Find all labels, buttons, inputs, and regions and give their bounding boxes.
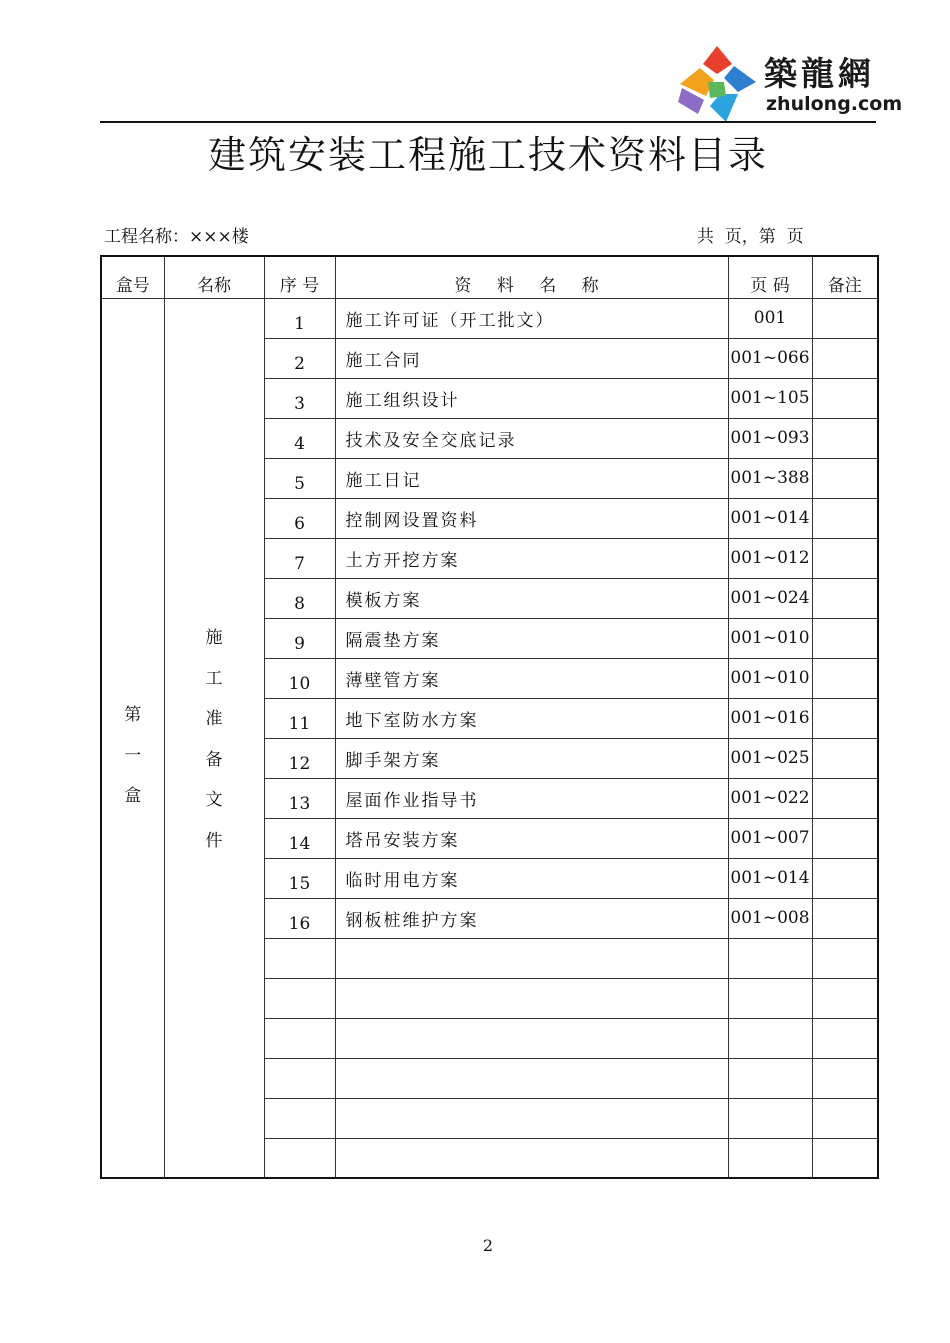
pages-cell: 001~025 [728, 738, 812, 778]
pages-cell: 001~014 [728, 858, 812, 898]
header-rule [100, 121, 876, 123]
box-label: 第一盒 [124, 705, 142, 806]
pages-cell: 001~014 [728, 498, 812, 538]
remark-cell [812, 738, 878, 778]
remark-cell [812, 298, 878, 338]
header-box: 盒号 [101, 256, 164, 298]
remark-cell [812, 858, 878, 898]
seq-cell: 13 [264, 778, 335, 818]
pages-cell: 001~022 [728, 778, 812, 818]
project-name-line: 工程名称：×××楼 [104, 227, 249, 247]
remark-cell [812, 378, 878, 418]
doc-name-cell: 施工组织设计 [335, 378, 728, 418]
pages-cell: 001~105 [728, 378, 812, 418]
pinwheel-logo-icon [676, 44, 758, 124]
doc-name-cell: 模板方案 [335, 578, 728, 618]
seq-cell: 9 [264, 618, 335, 658]
zhulong-logo [676, 44, 903, 124]
seq-cell: 8 [264, 578, 335, 618]
seq-cell: 4 [264, 418, 335, 458]
header-category: 名称 [164, 256, 264, 298]
seq-cell: 10 [264, 658, 335, 698]
table-header-row [101, 256, 878, 298]
remark-cell [812, 978, 878, 1018]
toc-table [100, 255, 879, 1179]
pages-cell: 001~008 [728, 898, 812, 938]
doc-name-cell: 土方开挖方案 [335, 538, 728, 578]
document-title: 建筑安装工程施工技术资料目录 [207, 133, 768, 177]
remark-cell [812, 538, 878, 578]
page-count-line: 共 页，第 页 [697, 227, 804, 247]
seq-cell: 5 [264, 458, 335, 498]
header-remark: 备注 [812, 256, 878, 298]
seq-cell [264, 1138, 335, 1178]
pages-cell [728, 1018, 812, 1058]
seq-cell [264, 978, 335, 1018]
pages-cell: 001~012 [728, 538, 812, 578]
pages-cell: 001~010 [728, 658, 812, 698]
remark-cell [812, 1138, 878, 1178]
doc-name-cell: 脚手架方案 [335, 738, 728, 778]
logo-chinese-name: 築龍網 [764, 54, 875, 93]
doc-name-cell [335, 1058, 728, 1098]
seq-cell [264, 938, 335, 978]
seq-cell: 1 [264, 298, 335, 338]
doc-name-cell: 施工合同 [335, 338, 728, 378]
seq-cell [264, 1018, 335, 1058]
remark-cell [812, 338, 878, 378]
doc-name-cell: 地下室防水方案 [335, 698, 728, 738]
pages-cell [728, 1058, 812, 1098]
seq-cell: 6 [264, 498, 335, 538]
remark-cell [812, 658, 878, 698]
pages-cell: 001~066 [728, 338, 812, 378]
remark-cell [812, 698, 878, 738]
seq-cell: 16 [264, 898, 335, 938]
doc-name-cell: 控制网设置资料 [335, 498, 728, 538]
doc-name-cell: 薄壁管方案 [335, 658, 728, 698]
seq-cell: 14 [264, 818, 335, 858]
remark-cell [812, 498, 878, 538]
pages-cell: 001 [728, 298, 812, 338]
pages-cell [728, 978, 812, 1018]
remark-cell [812, 818, 878, 858]
pages-cell: 001~016 [728, 698, 812, 738]
pages-cell: 001~024 [728, 578, 812, 618]
doc-name-cell: 屋面作业指导书 [335, 778, 728, 818]
pages-cell [728, 1138, 812, 1178]
header-pages: 页 码 [728, 256, 812, 298]
table-row [101, 298, 878, 338]
remark-cell [812, 1058, 878, 1098]
pages-cell [728, 938, 812, 978]
doc-name-cell: 技术及安全交底记录 [335, 418, 728, 458]
pages-cell: 001~388 [728, 458, 812, 498]
doc-name-cell: 施工许可证（开工批文） [335, 298, 728, 338]
pages-cell: 001~093 [728, 418, 812, 458]
doc-name-cell: 临时用电方案 [335, 858, 728, 898]
remark-cell [812, 458, 878, 498]
doc-name-cell [335, 938, 728, 978]
seq-cell [264, 1058, 335, 1098]
category-label: 施工准备文件 [205, 628, 223, 851]
page-number: 2 [482, 1236, 494, 1255]
doc-name-cell [335, 1138, 728, 1178]
remark-cell [812, 578, 878, 618]
seq-cell: 11 [264, 698, 335, 738]
header-seq: 序 号 [264, 256, 335, 298]
doc-name-cell: 塔吊安装方案 [335, 818, 728, 858]
seq-cell: 3 [264, 378, 335, 418]
doc-name-cell: 钢板桩维护方案 [335, 898, 728, 938]
doc-name-cell [335, 1098, 728, 1138]
header-doc-name: 资 料 名 称 [335, 256, 728, 298]
box-cell [101, 298, 164, 1178]
remark-cell [812, 938, 878, 978]
pages-cell [728, 1098, 812, 1138]
doc-name-cell [335, 978, 728, 1018]
remark-cell [812, 778, 878, 818]
seq-cell: 7 [264, 538, 335, 578]
remark-cell [812, 1018, 878, 1058]
doc-name-cell: 隔震垫方案 [335, 618, 728, 658]
logo-domain: zhulong.com [766, 93, 903, 115]
seq-cell [264, 1098, 335, 1138]
doc-name-cell [335, 1018, 728, 1058]
remark-cell [812, 898, 878, 938]
remark-cell [812, 1098, 878, 1138]
seq-cell: 2 [264, 338, 335, 378]
pages-cell: 001~007 [728, 818, 812, 858]
seq-cell: 15 [264, 858, 335, 898]
pages-cell: 001~010 [728, 618, 812, 658]
remark-cell [812, 418, 878, 458]
doc-name-cell: 施工日记 [335, 458, 728, 498]
seq-cell: 12 [264, 738, 335, 778]
category-cell [164, 298, 264, 1178]
remark-cell [812, 618, 878, 658]
